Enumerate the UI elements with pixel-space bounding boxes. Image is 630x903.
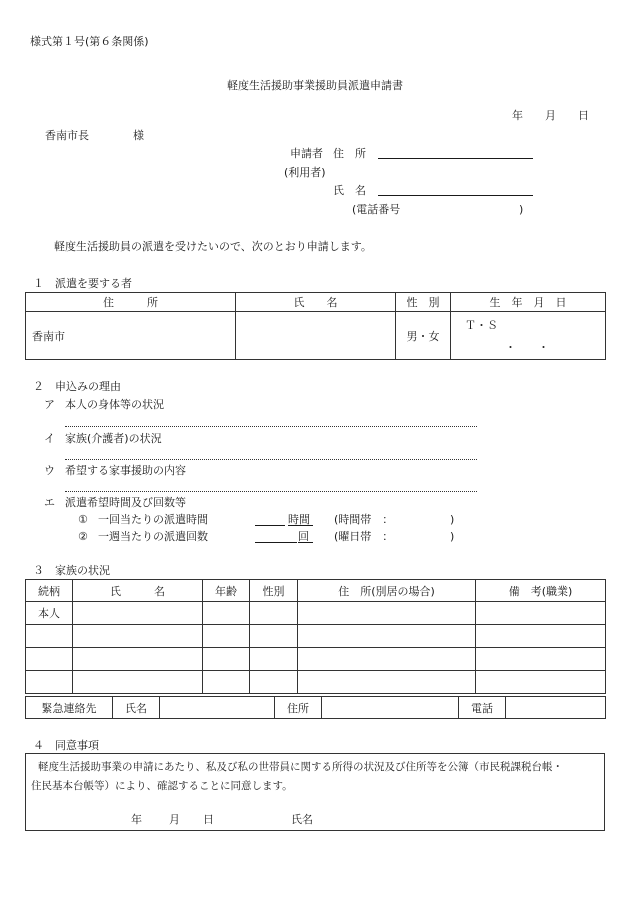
birth-dots: ・ ・ bbox=[505, 341, 549, 354]
sub1-close: ) bbox=[450, 513, 455, 526]
reason-mark-u: ウ bbox=[44, 464, 55, 477]
emergency-label: 緊急連絡先 bbox=[26, 697, 113, 719]
consent-month: 月 bbox=[169, 813, 180, 826]
sub1-timeslot: (時間帯 ： bbox=[334, 513, 394, 526]
emergency-address-label: 住所 bbox=[275, 697, 322, 719]
header-name: 氏 名 bbox=[236, 293, 396, 312]
sub2-label: 一週当たりの派遣回数 bbox=[98, 530, 208, 543]
family-cell[interactable] bbox=[250, 625, 298, 648]
sub2-close: ) bbox=[450, 530, 455, 543]
family-cell[interactable] bbox=[476, 648, 606, 671]
phone-label: (電話番号 bbox=[352, 203, 401, 216]
header-family-sex: 性別 bbox=[250, 580, 298, 602]
sub2-weekday: (曜日帯 ： bbox=[334, 530, 394, 543]
intro-text: 軽度生活援助員の派遣を受けたいので、次のとおり申請します。 bbox=[54, 240, 372, 253]
section1-table bbox=[25, 292, 606, 360]
header-sex: 性 別 bbox=[396, 293, 451, 312]
consent-line-1: 軽度生活援助事業の申請にあたり、私及び私の世帯員に関する所得の状況及び住所等を公簿（市民税課税台帳・ bbox=[38, 761, 563, 773]
family-table bbox=[25, 579, 606, 694]
family-cell[interactable] bbox=[298, 671, 476, 694]
sub1-unit: 時間 bbox=[288, 513, 310, 526]
section3-heading: ３ 家族の状況 bbox=[33, 564, 110, 577]
name-label: 氏 名 bbox=[333, 184, 366, 197]
emergency-contact-table bbox=[25, 696, 606, 719]
family-cell[interactable] bbox=[203, 602, 250, 625]
reason-u-label: 希望する家事援助の内容 bbox=[65, 464, 186, 477]
reason-a-label: 本人の身体等の状況 bbox=[65, 398, 164, 411]
emergency-phone-field[interactable] bbox=[506, 697, 606, 719]
address-label: 住 所 bbox=[333, 147, 366, 160]
section4-heading: ４ 同意事項 bbox=[33, 739, 99, 752]
table-row bbox=[26, 648, 606, 671]
family-cell[interactable] bbox=[73, 602, 203, 625]
form-number: 様式第１号(第６条関係) bbox=[30, 35, 149, 48]
header-birthdate: 生 年 月 日 bbox=[451, 293, 606, 312]
emergency-phone-label: 電話 bbox=[459, 697, 506, 719]
birth-era: Ｔ・Ｓ bbox=[465, 319, 498, 332]
family-cell[interactable] bbox=[203, 625, 250, 648]
date-month: 月 bbox=[545, 109, 556, 122]
reason-u-line[interactable] bbox=[65, 491, 477, 492]
addressee-honorific: 様 bbox=[133, 129, 144, 142]
address-field[interactable] bbox=[378, 158, 533, 159]
header-remarks: 備 考(職業) bbox=[476, 580, 606, 602]
consent-name-label: 氏名 bbox=[291, 813, 313, 826]
phone-close: ) bbox=[519, 203, 524, 216]
consent-day: 日 bbox=[203, 813, 214, 826]
sub2-unit-underline bbox=[298, 542, 313, 543]
family-relation-self: 本人 bbox=[26, 602, 73, 625]
section1-heading: １ 派遣を要する者 bbox=[33, 277, 132, 290]
sub2-unit: 回 bbox=[298, 530, 309, 543]
cell-sex[interactable]: 男・女 bbox=[396, 312, 451, 360]
family-cell[interactable] bbox=[298, 648, 476, 671]
sub1-label: 一回当たりの派遣時間 bbox=[98, 513, 208, 526]
family-cell[interactable] bbox=[250, 648, 298, 671]
family-cell[interactable] bbox=[203, 671, 250, 694]
reason-mark-a: ア bbox=[44, 398, 55, 411]
sub1-hours-field[interactable] bbox=[255, 525, 285, 526]
family-cell[interactable] bbox=[73, 625, 203, 648]
reason-i-line[interactable] bbox=[65, 459, 477, 460]
family-cell[interactable] bbox=[298, 602, 476, 625]
cell-birthdate[interactable] bbox=[451, 312, 606, 360]
name-field[interactable] bbox=[378, 195, 533, 196]
consent-box bbox=[25, 753, 605, 831]
family-cell[interactable] bbox=[73, 648, 203, 671]
family-cell[interactable] bbox=[476, 671, 606, 694]
user-label: (利用者) bbox=[284, 166, 326, 179]
family-cell[interactable] bbox=[203, 648, 250, 671]
emergency-name-label: 氏名 bbox=[113, 697, 160, 719]
header-relation: 続柄 bbox=[26, 580, 73, 602]
emergency-name-field[interactable] bbox=[160, 697, 275, 719]
cell-address[interactable]: 香南市 bbox=[26, 312, 236, 360]
family-cell[interactable] bbox=[26, 648, 73, 671]
family-cell[interactable] bbox=[26, 671, 73, 694]
date-year: 年 bbox=[512, 109, 523, 122]
sub1-num: ① bbox=[78, 513, 88, 526]
sub1-unit-underline bbox=[288, 525, 313, 526]
addressee-name: 香南市長 bbox=[45, 129, 89, 142]
header-family-address: 住 所(別居の場合) bbox=[298, 580, 476, 602]
section2-heading: ２ 申込みの理由 bbox=[33, 380, 121, 393]
applicant-label: 申請者 bbox=[290, 147, 323, 160]
family-cell[interactable] bbox=[250, 671, 298, 694]
sub2-count-field[interactable] bbox=[255, 542, 297, 543]
emergency-address-field[interactable] bbox=[322, 697, 459, 719]
header-age: 年齢 bbox=[203, 580, 250, 602]
family-cell[interactable] bbox=[73, 671, 203, 694]
header-family-name: 氏 名 bbox=[73, 580, 203, 602]
consent-year: 年 bbox=[131, 813, 142, 826]
sub2-num: ② bbox=[78, 530, 88, 543]
consent-line-2: 住民基本台帳等）により、確認することに同意します。 bbox=[31, 780, 293, 792]
reason-mark-e: エ bbox=[44, 496, 55, 509]
reason-i-label: 家族(介護者)の状況 bbox=[65, 432, 162, 445]
family-cell[interactable] bbox=[298, 625, 476, 648]
table-row bbox=[26, 671, 606, 694]
cell-name[interactable] bbox=[236, 312, 396, 360]
page-title: 軽度生活援助事業援助員派遣申請書 bbox=[227, 79, 403, 92]
family-cell[interactable] bbox=[26, 625, 73, 648]
table-row bbox=[26, 625, 606, 648]
reason-a-line[interactable] bbox=[65, 426, 477, 427]
header-address: 住 所 bbox=[26, 293, 236, 312]
family-cell[interactable] bbox=[476, 602, 606, 625]
reason-mark-i: イ bbox=[44, 432, 55, 445]
family-cell[interactable] bbox=[250, 602, 298, 625]
family-cell[interactable] bbox=[476, 625, 606, 648]
date-day: 日 bbox=[578, 109, 589, 122]
reason-e-label: 派遣希望時間及び回数等 bbox=[65, 496, 186, 509]
